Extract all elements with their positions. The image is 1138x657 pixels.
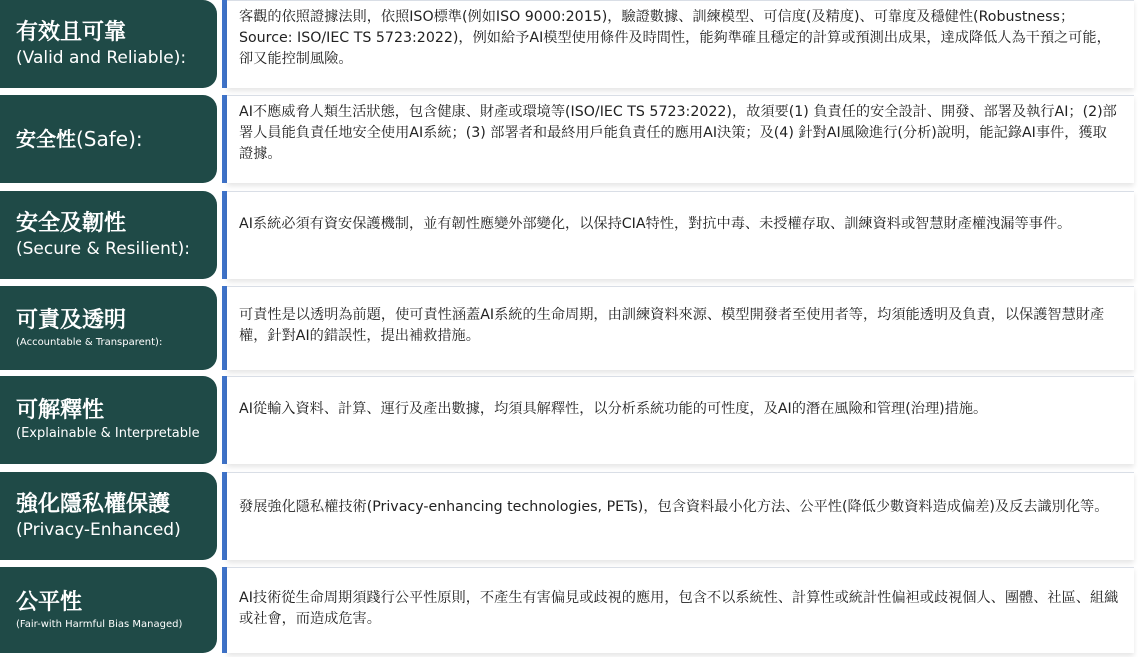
principle-label: [0, 0, 217, 88]
principle-row-secure-resilient: [0, 191, 1138, 279]
principle-description: AI不應威脅人類生活狀態，包含健康、財產或環境等(ISO/IEC TS 5723:2022)，故須要(1) 負責任的安全設計、開發、部署及執行AI；(2)部署人員能負責任地安全使用AI系統；(3) 部署者和最終用戶能負責任的應用AI決策；及(4) 針對AI風險進行(分析)說明，能記錄AI事件，獲取證據。: [227, 95, 1134, 183]
principle-row-accountable-transparent: [0, 286, 1138, 370]
principle-title-en: (Fair-with Harmful Bias Managed): [16, 618, 183, 630]
principle-title-en: (Accountable & Transparent):: [16, 336, 163, 348]
principle-title-zh: 可責及透明: [16, 308, 127, 334]
principle-description: 客觀的依照證據法則，依照ISO標準(例如ISO 9000:2015)，驗證數據、訓練模型、可信度(及精度)、可靠度及穩健性(Robustness；Source: ISO/IEC TS 5723:2022)，例如給予AI模型使用條件及時間性，能夠準確且穩定的計算或預測出成果，達成降低人為干預之可能，卻又能控制風險。: [227, 0, 1134, 88]
principle-title-zh: 有效且可靠: [16, 19, 127, 45]
principle-title-en: (Privacy-Enhanced): [16, 520, 181, 541]
principle-label: [0, 376, 217, 464]
principle-label: [0, 95, 217, 183]
principle-title: [16, 126, 217, 152]
principle-label: [0, 472, 217, 560]
principle-label: [0, 286, 217, 370]
principle-row-safe: [0, 95, 1138, 183]
principle-description: 發展強化隱私權技術(Privacy-enhancing technologies, PETs)，包含資料最小化方法、公平性(降低少數資料造成偏差)及反去識別化等。: [227, 472, 1134, 560]
principle-row-privacy: [0, 472, 1138, 560]
principle-label: [0, 567, 217, 653]
principle-title-en: (Safe):: [76, 127, 143, 151]
principle-title-zh: 可解釋性: [16, 398, 105, 424]
principle-description: AI從輸入資料、計算、運行及產出數據，均須具解釋性，以分析系統功能的可性度，及AI的潛在風險和管理(治理)措施。: [227, 376, 1134, 464]
principle-title-zh: 公平性: [16, 590, 83, 616]
principle-title-en: (Explainable & Interpretable: [16, 425, 200, 441]
principle-description: AI技術從生命周期須踐行公平性原則，不產生有害偏見或歧視的應用，包含不以系統性、計算性或統計性偏袒或歧視個人、團體、社區、組織或社會，而造成危害。: [227, 567, 1134, 653]
principle-title-zh: 安全及韌性: [16, 210, 127, 236]
principle-description: 可責性是以透明為前題，使可責性涵蓋AI系統的生命周期，由訓練資料來源、模型開發者至使用者等，均須能透明及負責，以保護智慧財產權，針對AI的錯誤性，提出補救措施。: [227, 286, 1134, 370]
principle-row-explainable: [0, 376, 1138, 464]
principle-description: AI系統必須有資安保護機制，並有韌性應變外部變化，以保持CIA特性，對抗中毒、未授權存取、訓練資料或智慧財產權洩漏等事件。: [227, 191, 1134, 279]
principle-title-en: (Valid and Reliable):: [16, 48, 187, 69]
principle-label: [0, 191, 217, 279]
principle-row-valid-reliable: [0, 0, 1138, 88]
principle-title-en: (Secure & Resilient):: [16, 239, 190, 260]
principle-row-fair: [0, 567, 1138, 653]
principle-title-zh: 強化隱私權保護: [16, 491, 171, 517]
principle-title-zh: 安全性: [16, 127, 76, 151]
